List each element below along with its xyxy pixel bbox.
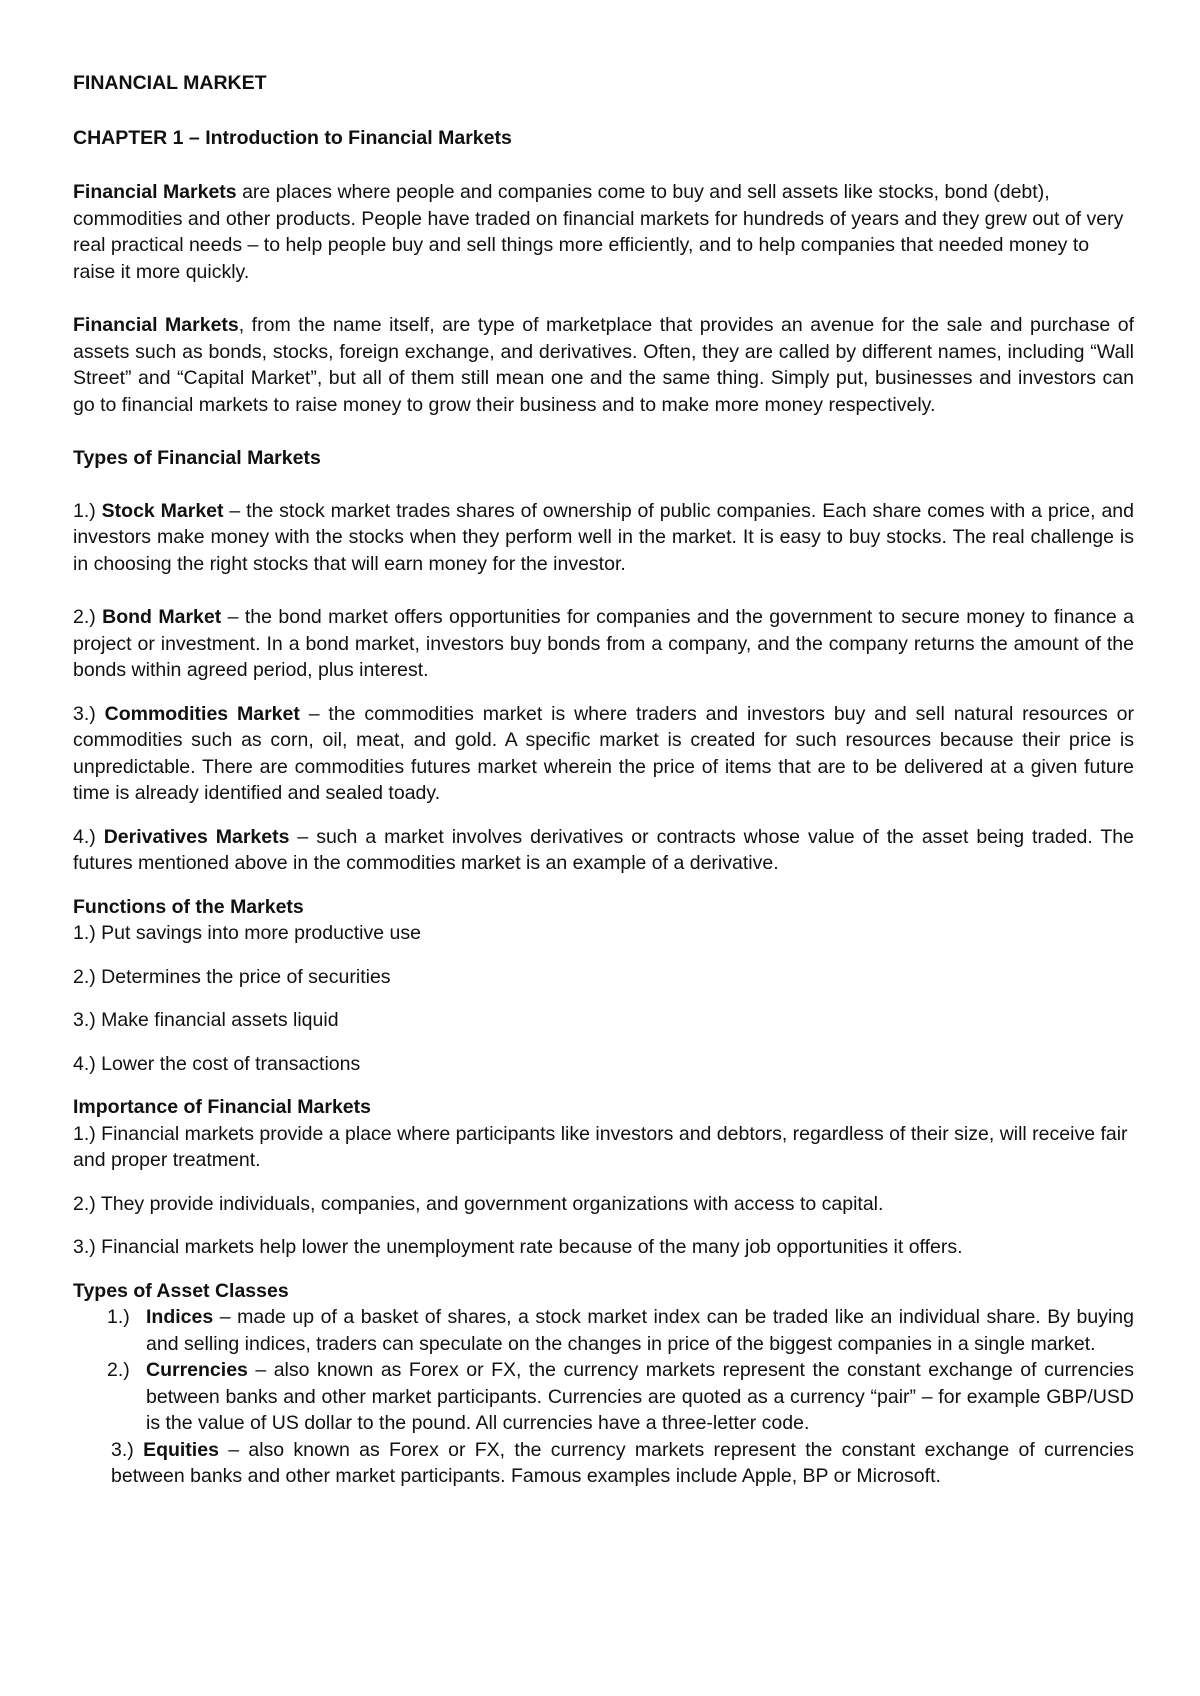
- item-text: – such a market involves derivatives or contracts whose value of the asset being traded. The futures mentioned above in the commodities market is an example of a derivative.: [73, 825, 1134, 874]
- asset-class-item: [73, 1304, 1134, 1357]
- market-type-item: [73, 498, 1134, 578]
- intro-term-1: Financial Markets: [73, 181, 237, 203]
- asset-class-item: [73, 1437, 1134, 1490]
- item-number: 4.): [73, 825, 104, 848]
- asset-class-item: [73, 1357, 1134, 1437]
- item-term: Derivatives Markets: [103, 825, 290, 848]
- item-text: – also known as Forex or FX, the currency markets represent the constant exchange of currencies between banks and other market participants. Currencies are quoted as a currency “pair” – for example GBP/USD is the value of US dollar to the pound. All currencies have a three-letter code.: [146, 1359, 1134, 1434]
- item-number: 1.): [107, 1306, 130, 1328]
- item-text: – the stock market trades shares of ownership of public companies. Each share comes with a price, and investors make money with the stocks when they perform well in the market. It is easy to buy stocks. The real challenge is in choosing the right stocks that will earn money for the investor.: [73, 499, 1134, 575]
- item-number: 3.): [111, 1438, 144, 1461]
- intro-text-2: , from the name itself, are type of marketplace that provides an avenue for the sale and purchase of assets such as bonds, stocks, foreign exchange, and derivatives. Often, they are called by different names, including “Wall Street” and “Capital Market”, but all of them still mean one and the same thing. Simply put, businesses and investors can go to financial markets to raise money to grow their business and to make more money respectively.: [73, 314, 1134, 416]
- chapter-heading: CHAPTER 1 – Introduction to Financial Markets: [73, 126, 512, 149]
- function-item: 3.) Make financial assets liquid: [73, 1009, 339, 1031]
- item-term: Equities: [143, 1438, 219, 1461]
- function-item: 2.) Determines the price of securities: [73, 965, 391, 988]
- item-number: 1.): [73, 499, 102, 522]
- market-type-item: [73, 604, 1134, 684]
- asset-classes-list: [73, 1304, 1134, 1490]
- item-number: 2.): [107, 1359, 130, 1381]
- intro-paragraph-2: [73, 312, 1134, 418]
- assets-heading: Types of Asset Classes: [73, 1279, 289, 1302]
- item-term: Commodities Market: [104, 702, 300, 725]
- item-term: Currencies: [146, 1359, 248, 1381]
- item-number: 2.): [73, 606, 103, 628]
- types-heading: Types of Financial Markets: [73, 447, 321, 469]
- importance-item: 2.) They provide individuals, companies, and government organizations with access to capital.: [73, 1192, 884, 1215]
- function-item: 4.) Lower the cost of transactions: [73, 1052, 361, 1075]
- item-text: – made up of a basket of shares, a stock market index can be traded like an individual share. By buying and selling indices, traders can speculate on the changes in price of the biggest companies in a single market.: [146, 1306, 1134, 1355]
- item-term: Stock Market: [101, 499, 224, 522]
- item-text: – the commodities market is where traders and investors buy and sell natural resources or commodities such as corn, oil, meat, and gold. A specific market is created for such resources because their price is unpredictable. There are commodities futures market wherein the price of items that are to be delivered at a given future time is already identified and sealed toady.: [73, 702, 1134, 804]
- item-text: – also known as Forex or FX, the currency markets represent the constant exchange of currencies between banks and other market participants. Famous examples include Apple, BP or Microsoft.: [111, 1438, 1134, 1487]
- item-number: 3.): [73, 702, 105, 725]
- importance-item: 1.) Financial markets provide a place where participants like investors and debtors, regardless of their size, will receive fair and proper treatment.: [73, 1122, 1128, 1171]
- functions-heading: Functions of the Markets: [73, 895, 304, 918]
- function-item: 1.) Put savings into more productive use: [73, 922, 421, 944]
- document-title: FINANCIAL MARKET: [73, 72, 267, 94]
- item-term: Indices: [146, 1306, 214, 1328]
- intro-paragraph-1: [73, 179, 1134, 285]
- market-type-item: [73, 824, 1134, 877]
- importance-heading: Importance of Financial Markets: [73, 1096, 371, 1118]
- intro-term-2: Financial Markets: [73, 314, 239, 336]
- importance-item: 3.) Financial markets help lower the unemployment rate because of the many job opportunities it offers.: [73, 1236, 963, 1258]
- intro-text-1: are places where people and companies come to buy and sell assets like stocks, bond (debt), commodities and other products. People have traded on financial markets for hundreds of years and they grew out of very real practical needs – to help people buy and sell things more efficiently, and to help companies that needed money to raise it more quickly.: [73, 181, 1124, 283]
- item-text: – the bond market offers opportunities for companies and the government to secure money to finance a project or investment. In a bond market, investors buy bonds from a company, and the company returns the amount of the bonds within agreed period, plus interest.: [73, 606, 1134, 681]
- item-term: Bond Market: [102, 606, 222, 628]
- market-type-item: [73, 701, 1134, 807]
